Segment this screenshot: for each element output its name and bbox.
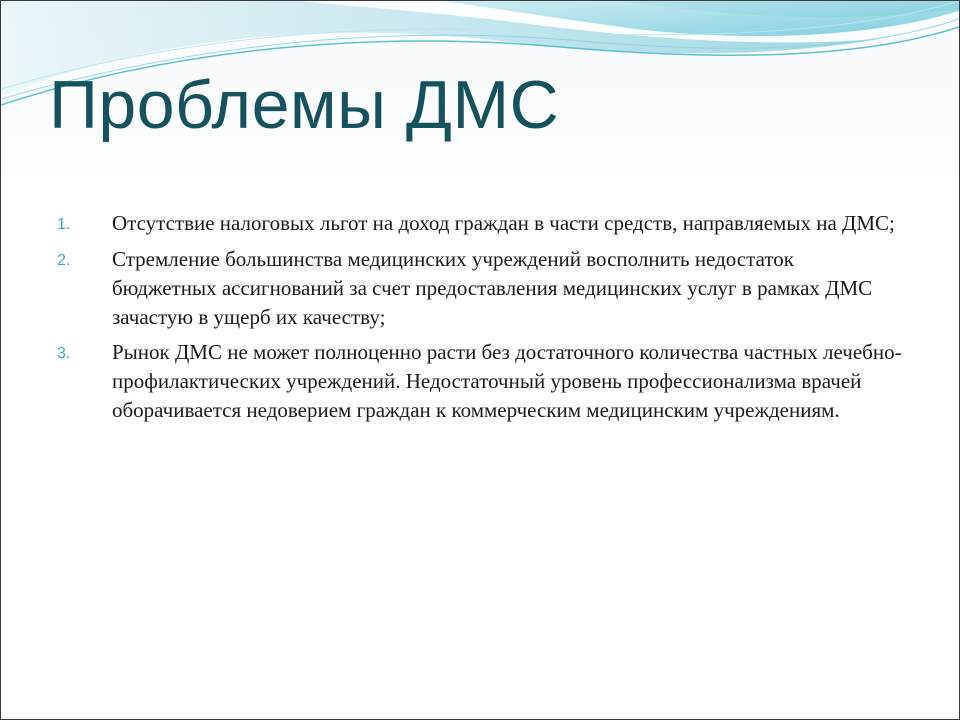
list-item xyxy=(57,338,917,425)
list-text: Рынок ДМС не может полноценно расти без достаточного количества частных лечебно-профилактических учреждений. Недостаточный уровень профессионализма врачей оборачивается недоверием граждан к коммерческим медицинским учреждениям. xyxy=(112,340,902,422)
list-number: 3. xyxy=(57,345,71,362)
list-item xyxy=(57,245,917,332)
problems-list xyxy=(57,209,917,431)
list-text: Отсутствие налоговых льгот на доход граждан в части средств, направляемых на ДМС; xyxy=(112,211,895,235)
list-text: Стремление большинства медицинских учреждений восполнить недостаток бюджетных ассигнований за счет предоставления медицинских услуг в рамках ДМС зачастую в ущерб их качеству; xyxy=(112,247,873,329)
slide-title: Проблемы ДМС xyxy=(49,67,560,143)
list-number: 1. xyxy=(57,216,71,233)
list-item xyxy=(57,209,917,239)
list-number: 2. xyxy=(57,252,71,269)
